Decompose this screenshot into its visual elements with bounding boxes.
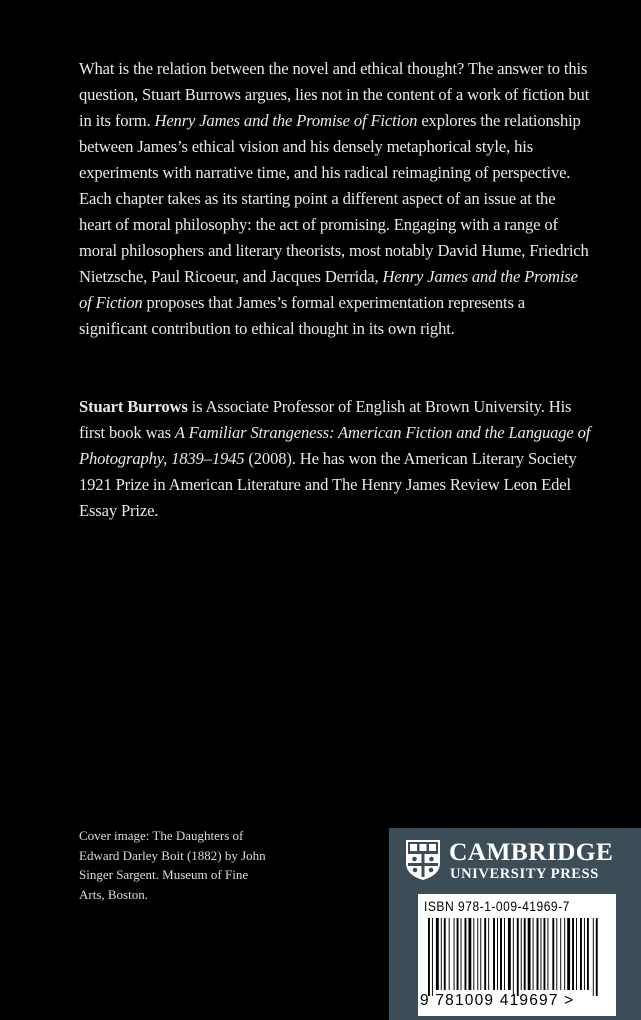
barcode-bar xyxy=(473,918,474,990)
barcode xyxy=(424,918,610,996)
barcode-bar xyxy=(513,918,514,996)
blurb-text: What is the relation between the novel and ethical thought? The answer to this question, Stuart Burrows argues, lies not in the content of a work of fiction but in its form. xyxy=(79,59,590,130)
barcode-bar xyxy=(567,918,570,990)
barcode-bar xyxy=(521,918,522,990)
barcode-bar xyxy=(517,918,519,996)
blurb-text: proposes that James’s formal experimentation represents a significant contribution to ethical thought in its own right. xyxy=(79,293,526,338)
barcode-bar xyxy=(461,918,462,990)
barcode-bar xyxy=(493,918,495,990)
book-title-italic: Henry James and the Promise of Fiction xyxy=(154,111,418,130)
barcode-bar xyxy=(556,918,557,990)
author-name: Stuart Burrows xyxy=(79,397,188,416)
barcode-bar xyxy=(428,918,430,996)
barcode-bar xyxy=(587,918,589,990)
barcode-bar xyxy=(468,918,471,990)
barcode-bar xyxy=(524,918,526,990)
bio-text: is Associate Professor of English at Brown University. His first book was xyxy=(79,397,572,442)
blurb-text: explores the relationship between James’s ethical vision and his densely metaphorical style, his experiments with narrative time, and his radical reimagining of perspective. Each chapter takes as its starting point a different aspect of an issue at the heart of moral philosophy: the act of promising. Engaging with a range of moral philosophers and literary theorists, most notably David Hume, Friedrich Nietzsche, Paul Ricoeur, and Jacques Derrida, xyxy=(79,111,589,286)
book-description xyxy=(79,56,591,342)
barcode-bar xyxy=(497,918,498,990)
barcode-bar xyxy=(552,918,554,990)
author-bio xyxy=(79,394,591,524)
publisher-name: CAMBRIDGE xyxy=(449,837,614,866)
barcode-bar xyxy=(441,918,442,990)
barcode-bar xyxy=(572,918,574,990)
barcode-bar xyxy=(544,918,546,990)
barcode-bar xyxy=(436,918,439,990)
barcode-bar xyxy=(454,918,455,990)
book-title-italic: Henry James and the Promise of Fiction xyxy=(79,267,578,312)
university-shield-icon xyxy=(405,839,441,881)
previous-book-title: A Familiar Strangeness: American Fiction and the Language of Photography, 1839–1945 xyxy=(79,423,591,468)
barcode-bar xyxy=(593,918,594,996)
barcode-bar xyxy=(528,918,531,990)
barcode-bar xyxy=(564,918,565,990)
barcode-bar xyxy=(449,918,450,990)
barcode-bar xyxy=(432,918,433,996)
barcode-bar xyxy=(533,918,534,990)
publisher-subtitle: UNIVERSITY PRESS xyxy=(450,866,599,882)
barcode-bar xyxy=(508,918,511,990)
barcode-bar xyxy=(444,918,446,990)
publisher-panel xyxy=(389,828,641,1020)
cover-image-credit: Cover image: The Daughters of Edward Darley Boit (1882) by John Singer Sargent. Museum of Fine Arts, Boston. xyxy=(79,828,266,902)
barcode-bar xyxy=(547,918,548,990)
barcode-bar xyxy=(504,918,505,990)
barcode-bar xyxy=(584,918,585,990)
barcode-bar xyxy=(500,918,502,990)
barcode-bar xyxy=(560,918,561,990)
barcode-bar xyxy=(576,918,577,990)
barcode-bar xyxy=(465,918,467,990)
isbn-text: ISBN 978-1-009-41969-7 xyxy=(424,898,570,914)
barcode-bar xyxy=(477,918,478,990)
barcode-label xyxy=(418,894,616,1016)
barcode-bar xyxy=(580,918,582,990)
barcode-bar xyxy=(457,918,459,990)
barcode-bar xyxy=(488,918,489,990)
barcode-bar xyxy=(541,918,542,990)
barcode-bar xyxy=(537,918,539,990)
barcode-bar xyxy=(484,918,486,990)
barcode-bar xyxy=(596,918,598,996)
barcode-bar xyxy=(480,918,481,990)
bio-text: (2008). He has won the American Literary Society 1921 Prize in American Literature and The Henry James Review Leon Edel Essay Prize. xyxy=(79,449,577,520)
barcode-digits: 9 781009 419697 > xyxy=(420,992,575,1009)
